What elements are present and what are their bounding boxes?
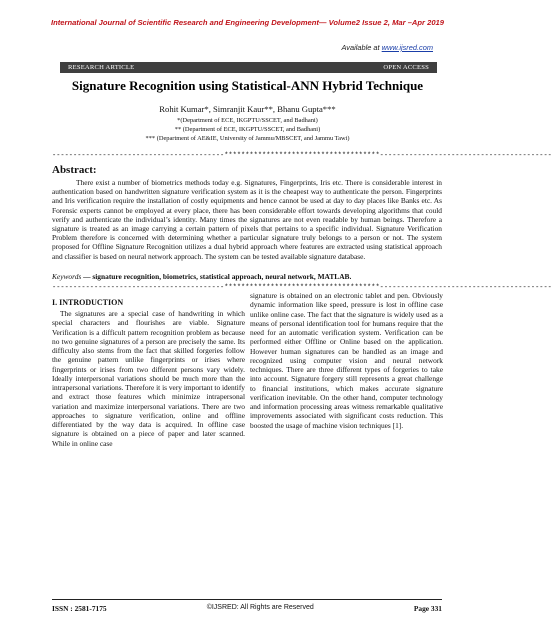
article-type-banner (60, 62, 437, 73)
open-access-label: OPEN ACCESS (383, 64, 429, 71)
paper-title: Signature Recognition using Statistical-ANN Hybrid Technique (71, 78, 424, 93)
available-label: Available at (341, 43, 380, 52)
abstract-heading: Abstract: (52, 164, 97, 176)
journal-header: International Journal of Scientific Research and Engineering Development— Volume2 Issue 2, Mar –Apr 2019 (50, 18, 445, 27)
page-footer (52, 604, 442, 613)
keywords-text: — signature recognition, biometrics, statistical approach, neural network, MATLAB. (81, 272, 352, 281)
page-number: Page 331 (413, 604, 442, 613)
journal-website-link[interactable]: www.ijsred.com (381, 43, 433, 52)
section-divider: -----------------------------------------*************************************----------------------------------------- (52, 284, 552, 292)
section-divider: -----------------------------------------*************************************----------------------------------------- (52, 152, 552, 160)
research-article-label: RESEARCH ARTICLE (68, 64, 135, 71)
intro-left-column: The signatures are a special case of handwriting in which special characters and flourishes are viable. Signature Verification is a difficult pattern recognition problem as because no two genuine signatures of a person are precisely the same. Its difficulty also stems from the fact that skilled forgeries follow the genuine pattern unlike fingerprints or irises where fingerprints or irises from two different persons vary widely. Ideally interpersonal variations should be much more than the intrapersonal variations. Therefore it is very important to identify and extract those features which minimize intrapersonal variation and maximize interpersonal variations. There are two approaches to signature verification, online and offline differentiated by the way data is acquired. In offline case signature is obtained on a piece of paper and later scanned. While in online case (52, 309, 245, 448)
affiliation-2: ** (Department of ECE, IKGPTU/SSCET, and Badhani) (174, 126, 321, 133)
intro-right-column: signature is obtained on an electronic tablet and pen. Obviously dynamic information like speed, pressure is lost in offline case unlike online case. The fact that the signature is widely used as a means of personal identification tool for humans require that the need for an automatic verification system. Verification can be performed either Offline or Online based on the application. However human signatures can be handled as an image and recognized using computer vision and neural network techniques. There are three different types of forgeries to take into account. Signature forgery still represents a great challenge to financial institutions, which makes accurate signature verification inevitable. On the other hand, computer technology and information processing areas witness remarkable qualitative improvements associated with significant costs reduction. This boosted the usage of machine vision techniques [1]. (250, 291, 443, 430)
available-at (342, 43, 433, 52)
issn-label: ISSN : 2581-7175 (52, 604, 107, 613)
introduction-heading: I. INTRODUCTION (52, 298, 124, 307)
keywords-label: Keywords (52, 272, 82, 281)
affiliation-3: *** (Department of AE&IE, University of Jammu/MBSCET, and Jammu Tawi) (145, 135, 350, 142)
author-list: Rohit Kumar*, Simranjit Kaur**, Bhanu Gupta*** (159, 104, 336, 114)
footer-rule (52, 599, 442, 600)
copyright-label: ©IJSRED: All Rights are Reserved (206, 604, 314, 611)
abstract-text: There exist a number of biometrics methods today e.g. Signatures, Fingerprints, Iris etc. There is considerable interest in authentication based on handwritten signature verification system as it is the cheapest way to authenticate the person. Fingerprints and Iris verification require the installation of costly equipments and hence cannot be used at day to day places like Banks etc. As Forensic experts cannot be employed at every place, there has been considerable effort towards developing algorithms that could verify and authenticate the individual’s identity. Many times the signatures are not even readable by human beings. Therefore a signature is treated as an image carrying a certain pattern of pixels that pertains to a specific individual. Signature Verification Problem therefore is concerned with determining whether a particular signature truly belongs to a person or not. The system proposed for Offline Signature Recognition utilizes a dual hybrid approach where features are extracted using statistical approach and classifier is based on neural network approach. The system can be tested available signature database. (52, 178, 442, 261)
affiliation-1: *(Department of ECE, IKGPTU/SSCET, and Badhani) (177, 117, 318, 124)
keywords-line (52, 272, 442, 281)
